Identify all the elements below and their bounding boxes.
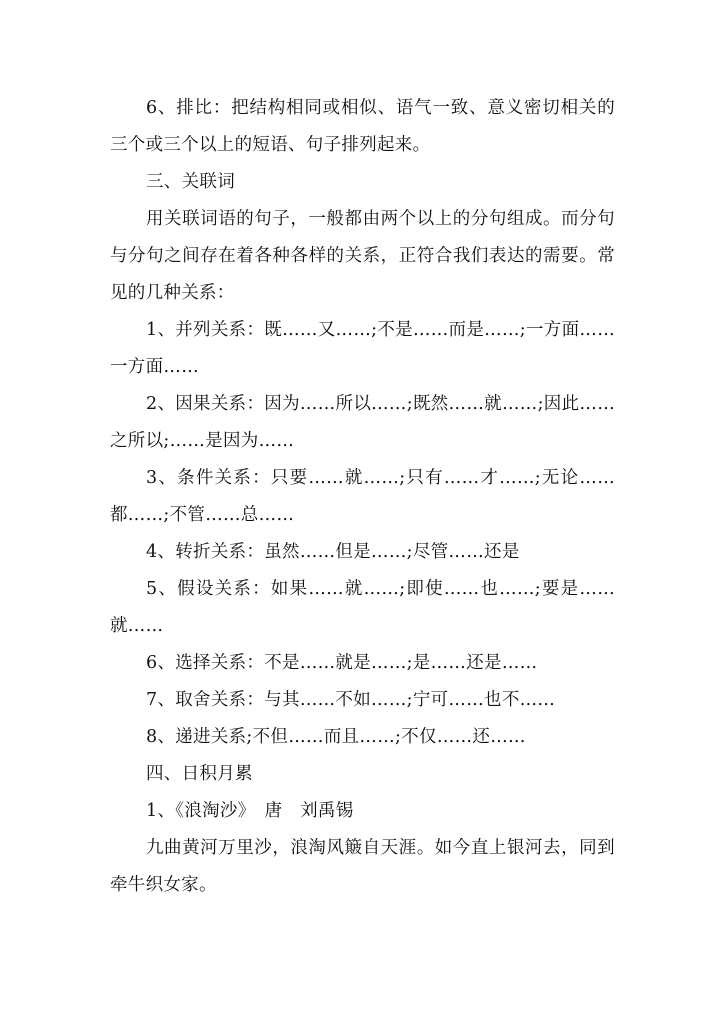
paragraph-relation-parallel: 1、并列关系：既……又……;不是……而是……;一方面……一方面…… [110, 320, 615, 377]
paragraph-relation-causal: 2、因果关系：因为……所以……;既然……就……;因此……之所以;……是因为…… [110, 394, 615, 451]
paragraph-relation-progressive: 8、递进关系;不但……而且……;不仅……还…… [146, 727, 526, 747]
section-heading-accumulation: 四、日积月累 [146, 764, 253, 784]
paragraph-relation-adversative: 4、转折关系：虽然……但是……;尽管……还是 [146, 542, 520, 562]
poem-title: 1、《浪淘沙》 唐 刘禹锡 [146, 801, 354, 821]
document-body [110, 90, 615, 904]
paragraph-relation-hypothetical: 5、假设关系：如果……就……;即使……也……;要是……就…… [110, 579, 615, 636]
section-heading-conjunctions: 三、关联词 [146, 172, 235, 192]
paragraph-figure-of-speech-6: 6、排比：把结构相同或相似、语气一致、意义密切相关的三个或三个以上的短语、句子排列起来。 [110, 98, 615, 155]
paragraph-conjunction-intro: 用关联词语的句子，一般都由两个以上的分句组成。而分句与分句之间存在着各种各样的关系，正符合我们表达的需要。常见的几种关系： [110, 209, 615, 303]
paragraph-relation-conditional: 3、条件关系：只要……就……;只有……才……;无论……都……;不管……总…… [110, 468, 615, 525]
paragraph-relation-alternative: 6、选择关系：不是……就是……;是……还是…… [146, 653, 538, 673]
paragraph-relation-preference: 7、取舍关系：与其……不如……;宁可……也不…… [146, 690, 556, 710]
poem-body: 九曲黄河万里沙，浪淘风簸自天涯。如今直上银河去，同到牵牛织女家。 [110, 838, 615, 895]
